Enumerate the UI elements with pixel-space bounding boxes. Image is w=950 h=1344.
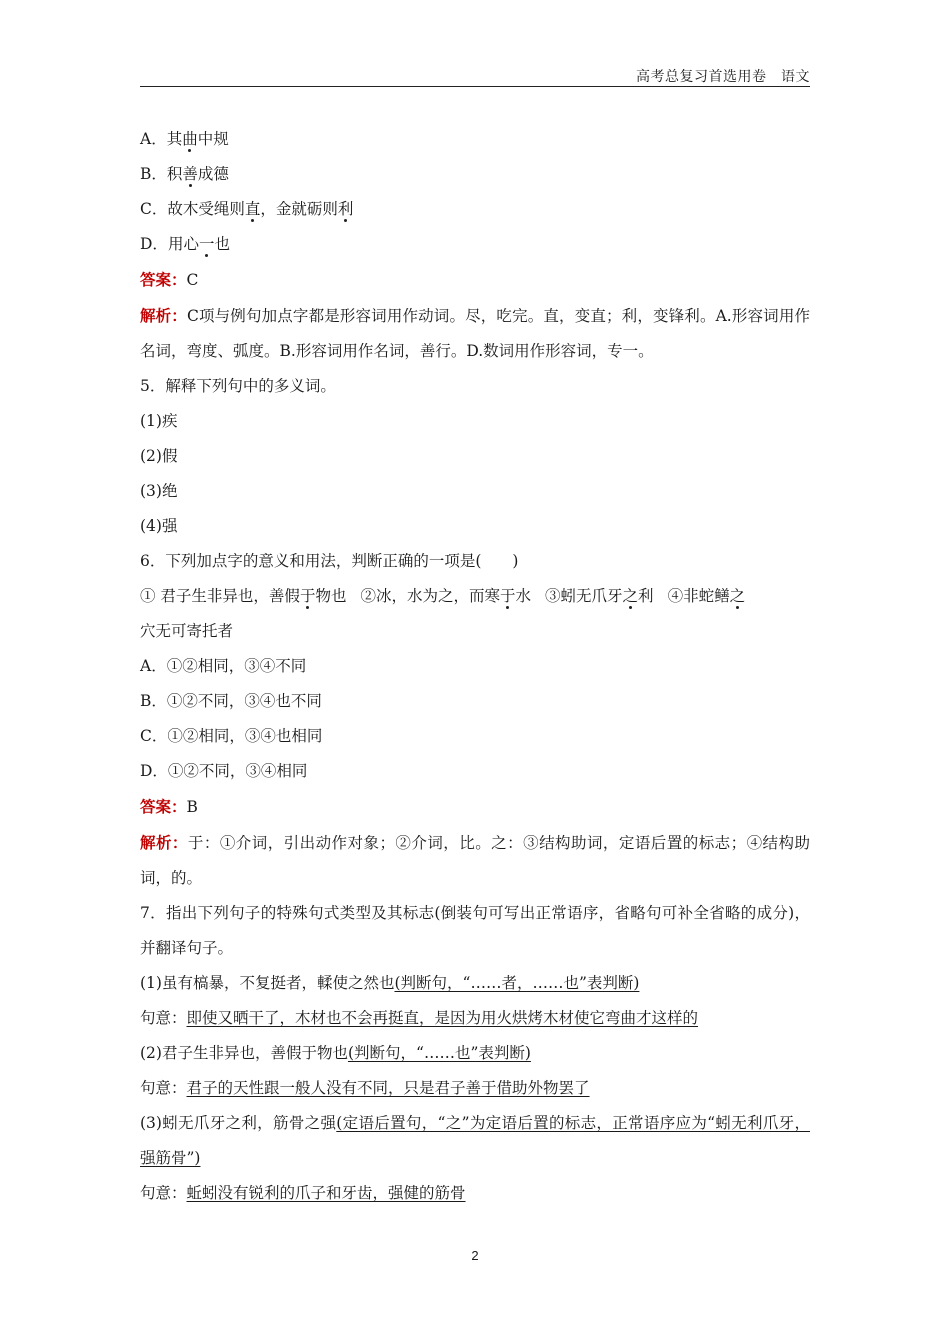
dotted-char: 之 [622, 587, 639, 605]
q7-item-2: (2)君子生非异也，善假于物也(判断句，“……也”表判断) [140, 1044, 531, 1062]
page-number: 2 [471, 1248, 479, 1263]
running-header: 高考总复习首选用卷 语文 [636, 69, 810, 85]
q5-item: (3)绝 [140, 482, 178, 500]
answer-label: 答案： [140, 270, 187, 289]
dotted-char: 曲 [182, 130, 198, 148]
q7-item-1: (1)虽有槁暴，不复挺者，輮使之然也(判断句，“……者，……也”表判断) [140, 974, 640, 992]
document-body [140, 122, 810, 1211]
analysis-label: 解析： [140, 833, 188, 852]
q6-analysis [140, 825, 810, 896]
translation: 即使又晒干了，木材也不会再挺直，是因为用火烘烤木材使它弯曲才这样的 [186, 1009, 699, 1027]
analysis-text: 于：①介词，引出动作对象；②介词，比。之：③结构助词，定语后置的标志；④结构助词，的。 [140, 834, 810, 887]
answer-label: 答案： [140, 797, 187, 816]
header-rule [140, 86, 810, 87]
dotted-char: 于 [299, 587, 316, 605]
q4-option-b: B．积善成德 [140, 165, 229, 183]
q6-stem: 6．下列加点字的意义和用法，判断正确的一项是( ) [140, 552, 519, 570]
translation: 蚯蚓没有锐利的爪子和牙齿，强健的筋骨 [186, 1184, 466, 1202]
answer-note: (判断句，“……者，……也”表判断) [394, 974, 640, 992]
q6-answer [140, 789, 810, 825]
analysis-label: 解析： [140, 306, 187, 325]
q4-option-a: A．其曲中规 [140, 130, 229, 148]
dotted-char: 直 [244, 200, 261, 218]
translation: 君子的天性跟一般人没有不同，只是君子善于借助外物罢了 [186, 1079, 590, 1097]
answer-note: (判断句，“……也”表判断) [347, 1044, 531, 1062]
q6-option-a: A．①②相同，③④不同 [140, 657, 307, 675]
dotted-char: 善 [182, 165, 198, 183]
q7-meaning-2: 句意：君子的天性跟一般人没有不同，只是君子善于借助外物罢了 [140, 1079, 590, 1097]
q7-item-3: (3)蚓无爪牙之利，筋骨之强(定语后置句，“之”为定语后置的标志，正常语序应为“蚓无利爪牙，强筋骨”) [140, 1114, 810, 1167]
dotted-char: 利 [337, 200, 354, 218]
dotted-char: 于 [499, 587, 516, 605]
q4-analysis [140, 298, 810, 369]
answer-value: C [186, 271, 199, 289]
q6-sentences: ① 君子生非异也，善假于物也 ②冰，水为之，而寒于水 ③蚓无爪牙之利 ④非蛇鳝之 [140, 587, 746, 605]
dotted-char: 之 [729, 587, 746, 605]
q6-option-b: B．①②不同，③④也不同 [140, 692, 322, 710]
answer-note: (定语后置句，“之”为定语后置的标志，正常语序应为“蚓无利爪牙，强筋骨”) [140, 1114, 810, 1167]
q5-item: (2)假 [140, 447, 178, 465]
q6-option-c: C．①②相同，③④也相同 [140, 727, 323, 745]
q4-option-d: D．用心一也 [140, 235, 230, 253]
q5-item: (4)强 [140, 517, 178, 535]
q5-stem: 5．解释下列句中的多义词。 [140, 377, 336, 395]
q6-option-d: D．①②不同，③④相同 [140, 762, 308, 780]
q7-stem: 7．指出下列句子的特殊句式类型及其标志(倒装句可写出正常语序，省略句可补全省略的成分)，并翻译句子。 [140, 904, 810, 957]
q5-item: (1)疾 [140, 412, 178, 430]
q7-meaning-3: 句意：蚯蚓没有锐利的爪子和牙齿，强健的筋骨 [140, 1184, 466, 1202]
answer-value: B [186, 798, 198, 816]
q6-sentences-cont: 穴无可寄托者 [140, 622, 234, 640]
q4-option-c: C．故木受绳则直，金就砺则利 [140, 200, 354, 218]
dotted-char: 一 [198, 235, 215, 253]
analysis-text: C项与例句加点字都是形容词用作动词。尽，吃完。直，变直；利，变锋利。A.形容词用作名词，弯度、弧度。B.形容词用作名词，善行。D.数词用作形容词，专一。 [140, 307, 810, 360]
q4-answer [140, 262, 810, 298]
q7-meaning-1: 句意：即使又晒干了，木材也不会再挺直，是因为用火烘烤木材使它弯曲才这样的 [140, 1009, 699, 1027]
